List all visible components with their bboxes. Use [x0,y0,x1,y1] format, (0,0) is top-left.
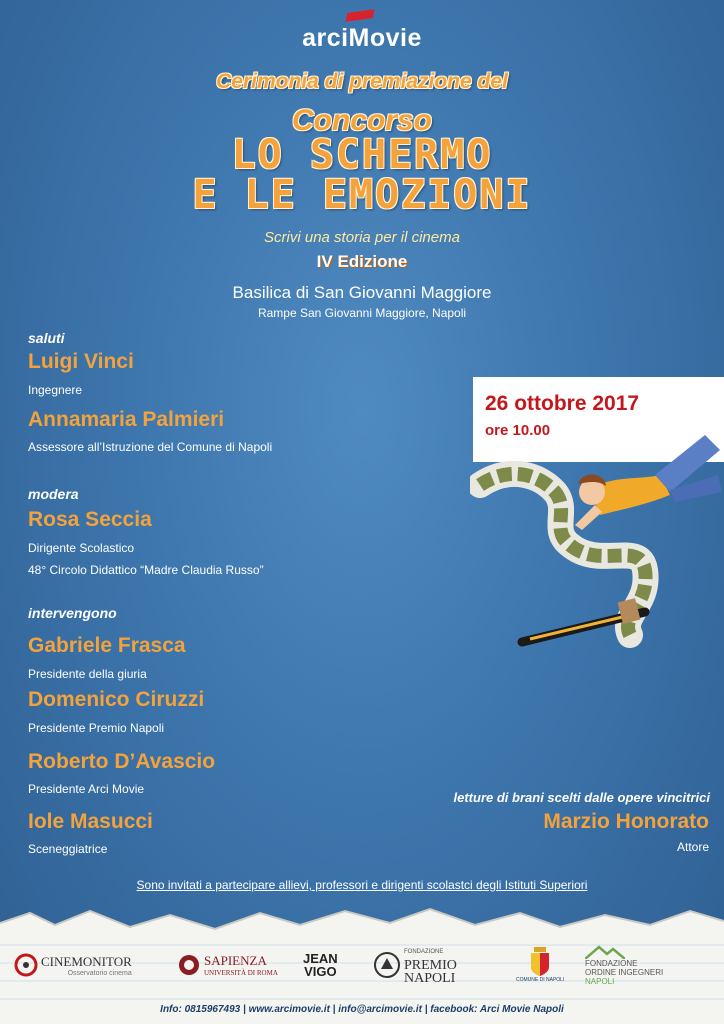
jean-vigo-text: JEAN [303,951,338,966]
speaker-role: Assessore all’Istruzione del Comune di Napoli [28,440,273,454]
tagline: Scrivi una storia per il cinema [264,229,460,246]
letture-label: letture di brani scelti dalle opere vincitrici [453,790,710,805]
venue: Basilica di San Giovanni Maggiore [232,283,492,302]
sapienza-text: SAPIENZA [204,953,267,968]
ordine-ingegneri-logo [585,935,663,995]
mountain-icon [585,945,625,959]
speaker-role: Sceneggiatrice [28,842,108,856]
address: Rampe San Giovanni Maggiore, Napoli [257,306,467,320]
title-emozioni: E LE EMOZIONI [192,172,532,218]
title-ceremony: Cerimonia di premiazione del [216,70,508,93]
speaker-role: Presidente della giuria [28,667,147,681]
speaker-role: Ingegnere [28,383,83,397]
jean-vigo-logo [303,935,338,995]
speaker-name: Gabriele Frasca [28,634,186,657]
premio-napoli-emblem-icon [373,951,401,979]
logo-text: arciMovie [302,24,422,52]
section-intervengono: intervengono [28,605,117,621]
premio-text: PREMIO [404,957,457,973]
speaker-role: Presidente Arci Movie [28,782,145,796]
logo-flag-icon [345,9,374,22]
ordine-text: NAPOLI [585,976,615,986]
speaker-role: Dirigente Scolastico [28,541,135,555]
event-time: ore 10.00 [485,422,551,439]
premio-text: NAPOLI [404,970,456,986]
comune-napoli-logo [516,935,564,995]
speaker-name: Iole Masucci [28,810,153,833]
arcimovie-logo [0,24,724,53]
speaker-name: Luigi Vinci [28,350,134,373]
ordine-text: FONDAZIONE [585,958,638,968]
speaker-name: Domenico Ciruzzi [28,688,205,711]
speaker-name: Annamaria Palmieri [28,408,225,431]
sapienza-emblem-icon [178,952,200,978]
speaker-name: Rosa Seccia [28,508,152,531]
section-saluti: saluti [28,330,65,346]
comune-text: COMUNE DI NAPOLI [516,977,565,983]
premio-small-text: FONDAZIONE [404,948,444,955]
premio-napoli-logo [373,935,457,995]
sapienza-logo [178,935,278,995]
reader-name: Marzio Honorato [543,810,709,833]
title-concorso: Concorso [291,104,432,137]
speaker-role: 48° Circolo Didattico “Madre Claudia Russo” [28,563,264,577]
invitation-text: Sono invitati a partecipare allievi, professori e dirigenti scolastci degli Istituti Superiori [136,878,588,892]
edition: IV Edizione [316,252,408,271]
cinemonitor-logo [14,935,132,995]
sponsor-logos [0,935,724,1005]
cinemonitor-subtext: Osservatorio cinema [67,969,132,977]
comune-crest-icon [529,947,551,977]
sapienza-subtext: UNIVERSITÀ DI ROMA [204,969,278,977]
section-modera: modera [28,486,79,502]
contact-info: Info: 0815967493 | www.arcimovie.it | info@arcimovie.it | facebook: Arci Movie Napoli [160,1004,564,1015]
title-lo-schermo: LO SCHERMO [231,132,493,178]
speaker-name: Roberto D’Avascio [28,750,216,773]
speaker-role: Presidente Premio Napoli [28,721,165,735]
cinemonitor-icon [14,953,38,977]
flying-girl-illustration [470,420,724,660]
jean-vigo-text: VIGO [304,964,337,979]
reader-role: Attore [676,840,709,854]
ordine-text: ORDINE INGEGNERI [585,967,664,977]
cinemonitor-text: CINEMONITOR [41,953,132,969]
event-date: 26 ottobre 2017 [485,392,640,415]
